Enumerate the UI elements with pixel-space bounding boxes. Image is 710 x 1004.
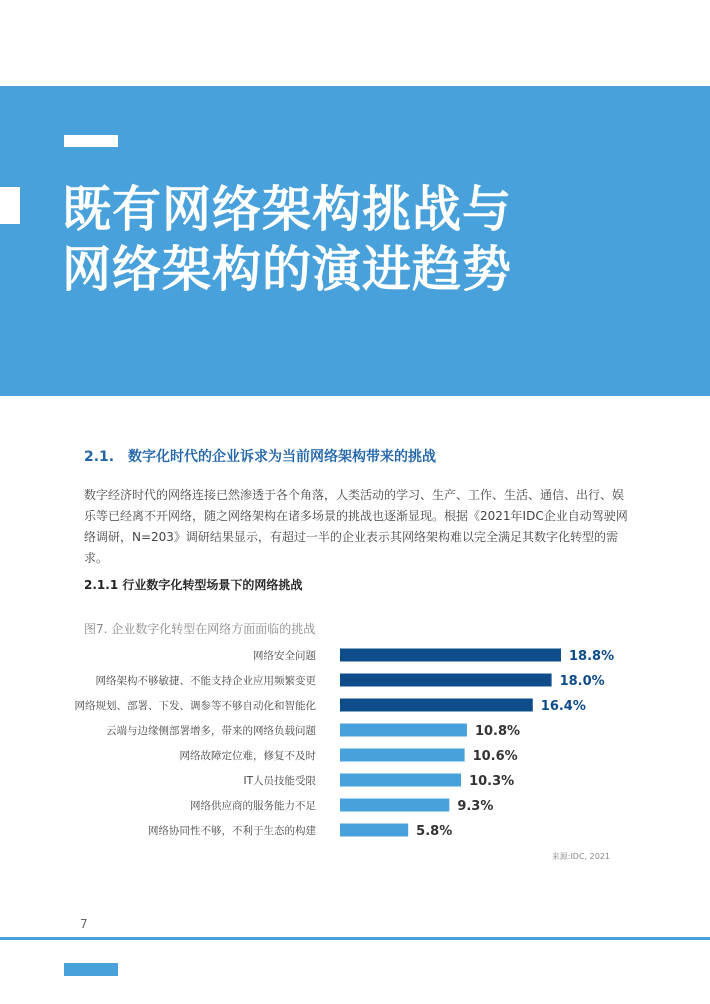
chart-value-label: 10.3% [469,774,515,789]
chart-category-label: 网络协同性不够，不利于生态的构建 [148,825,316,837]
figure-caption: 图7. 企业数字化转型在网络方面面临的挑战 [84,622,316,636]
chart-bar [340,724,467,737]
chart-value-label: 18.0% [559,674,605,689]
footer-accent-block [64,963,118,976]
chart-category-label: 网络供应商的服务能力不足 [190,800,316,812]
banner-accent-square [0,187,20,224]
chart-bar [340,674,552,687]
chart-value-label: 9.3% [457,799,494,814]
chart-value-label: 5.8% [416,824,453,839]
figure-source: 来源:IDC, 2021 [551,852,610,861]
chart-value-label: 10.6% [472,749,518,764]
chart-bar [340,824,408,837]
footer-divider [0,937,710,940]
chart-value-label: 18.8% [569,649,615,664]
subsection-heading: 2.1.1 行业数字化转型场景下的网络挑战 [84,578,303,592]
page-title-line-2: 网络架构的演进趋势 [62,241,513,298]
chart-bar [340,774,461,787]
page-title-line-1: 既有网络架构挑战与 [62,181,513,238]
chart-bar [340,749,465,762]
bar-chart [0,640,710,850]
section-title-text: 数字化时代的企业诉求为当前网络架构带来的挑战 [128,449,436,465]
body-paragraph: 数字经济时代的网络连接已然渗透于各个角落，人类活动的学习、生产、工作、生活、通信、出行、娱乐等已经离不开网络，随之网络架构在诸多场景的挑战也逐渐显现。根据《2021年IDC企业自动驾驶网络调研，N=203》调研结果显示，有超过一半的企业表示其网络架构难以完全满足其数字化转型的需求。 [84,488,628,565]
banner-accent-bar [64,135,118,147]
chart-category-label: 网络规划、部署、下发、调参等不够自动化和智能化 [74,700,316,712]
chart-value-label: 16.4% [540,699,586,714]
section-number: 2.1. [84,449,115,465]
page-title [62,180,512,300]
chart-category-label: 网络故障定位难，修复不及时 [179,750,316,762]
chart-category-label: 网络安全问题 [253,650,316,662]
chart-bar [340,649,561,662]
chart-category-label: 网络架构不够敏捷、不能支持企业应用频繁变更 [95,675,316,687]
chart-bar [340,799,449,812]
chart-category-label: IT人员技能受限 [243,775,316,787]
page-number: 7 [80,917,88,931]
header-banner [0,86,710,396]
chart-category-label: 云端与边缘侧部署增多，带来的网络负载问题 [106,725,316,737]
chart-bar [340,699,533,712]
section-heading [84,446,436,466]
chart-value-label: 10.8% [474,724,521,739]
